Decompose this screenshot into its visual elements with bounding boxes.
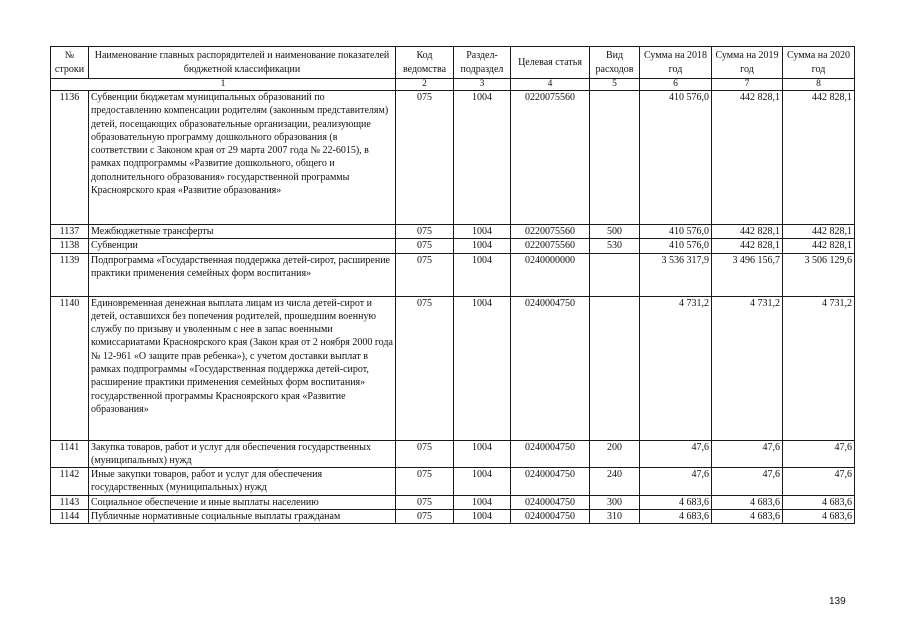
section-cell: 1004 (454, 440, 511, 468)
section-cell: 1004 (454, 225, 511, 239)
row-name-cell: Межбюджетные трансферты (89, 225, 396, 239)
column-number-cell: 7 (712, 79, 783, 91)
header-department-code: Код ведомства (396, 47, 454, 79)
row-number-cell: 1143 (51, 495, 89, 509)
header-name: Наименование главных распорядителей и наименование показателей бюджетной классификации (89, 47, 396, 79)
budget-table (50, 46, 855, 524)
sum-2019-cell: 3 496 156,7 (712, 253, 783, 296)
row-number-cell: 1138 (51, 239, 89, 253)
column-number-cell: 4 (511, 79, 590, 91)
department-code-cell: 075 (396, 225, 454, 239)
column-number-cell: 2 (396, 79, 454, 91)
target-article-cell: 0240000000 (511, 253, 590, 296)
sum-2019-cell: 442 828,1 (712, 225, 783, 239)
sum-2018-cell: 410 576,0 (640, 91, 712, 225)
department-code-cell: 075 (396, 253, 454, 296)
sum-2019-cell: 442 828,1 (712, 239, 783, 253)
column-number-cell: 6 (640, 79, 712, 91)
header-sum-2020: Сумма на 2020 год (783, 47, 855, 79)
sum-2018-cell: 47,6 (640, 468, 712, 496)
sum-2020-cell: 47,6 (783, 440, 855, 468)
expense-type-cell: 530 (590, 239, 640, 253)
row-name-cell: Иные закупки товаров, работ и услуг для обеспечения государственных (муниципальных) нужд (89, 468, 396, 496)
column-number-cell: 8 (783, 79, 855, 91)
sum-2018-cell: 4 683,6 (640, 495, 712, 509)
column-number-cell: 1 (51, 79, 396, 91)
department-code-cell: 075 (396, 296, 454, 440)
sum-2018-cell: 4 731,2 (640, 296, 712, 440)
row-name-cell: Закупка товаров, работ и услуг для обеспечения государственных (муниципальных) нужд (89, 440, 396, 468)
sum-2019-cell: 47,6 (712, 468, 783, 496)
sum-2020-cell: 442 828,1 (783, 225, 855, 239)
row-name-cell: Единовременная денежная выплата лицам из числа детей-сирот и детей, оставшихся без попечения родителей, прошедшим военную службу по призыву и уволенным с нее в запас военными комиссариатами Красноярского края (Закон края от 2 ноября 2000 года № 12-961 «О защите прав ребенка»), с учетом доставки выплат в рамках подпрограммы «Государственная поддержка детей-сирот, расширение практики применения семейных форм воспитания» государственной программы Красноярского края «Развитие образования» (89, 296, 396, 440)
row-number-cell: 1142 (51, 468, 89, 496)
table-row (51, 253, 855, 296)
target-article-cell: 0220075560 (511, 225, 590, 239)
sum-2018-cell: 47,6 (640, 440, 712, 468)
row-name-cell: Субвенции (89, 239, 396, 253)
department-code-cell: 075 (396, 495, 454, 509)
section-cell: 1004 (454, 495, 511, 509)
header-sum-2018: Сумма на 2018 год (640, 47, 712, 79)
header-section: Раздел-подраздел (454, 47, 511, 79)
expense-type-cell: 200 (590, 440, 640, 468)
sum-2019-cell: 4 683,6 (712, 510, 783, 524)
row-name-cell: Социальное обеспечение и иные выплаты населению (89, 495, 396, 509)
department-code-cell: 075 (396, 239, 454, 253)
sum-2020-cell: 442 828,1 (783, 239, 855, 253)
department-code-cell: 075 (396, 510, 454, 524)
section-cell: 1004 (454, 91, 511, 225)
target-article-cell: 0240004750 (511, 296, 590, 440)
sum-2018-cell: 410 576,0 (640, 239, 712, 253)
sum-2019-cell: 442 828,1 (712, 91, 783, 225)
sum-2020-cell: 442 828,1 (783, 91, 855, 225)
row-name-cell: Субвенции бюджетам муниципальных образований по предоставлению компенсации родителям (законным представителям) детей, посещающих образовательные организации, реализующие образовательную программу дошкольного образования (в соответствии с Законом края от 29 марта 2007 года № 22-6015), в рамках подпрограммы «Развитие дошкольного, общего и дополнительного образования» государственной программы Красноярского края «Развитие образования» (89, 91, 396, 225)
expense-type-cell: 310 (590, 510, 640, 524)
page-number: 139 (829, 596, 846, 607)
row-number-cell: 1140 (51, 296, 89, 440)
target-article-cell: 0240004750 (511, 510, 590, 524)
row-number-cell: 1137 (51, 225, 89, 239)
section-cell: 1004 (454, 510, 511, 524)
department-code-cell: 075 (396, 91, 454, 225)
expense-type-cell (590, 296, 640, 440)
table-row (51, 239, 855, 253)
sum-2019-cell: 4 731,2 (712, 296, 783, 440)
row-number-cell: 1141 (51, 440, 89, 468)
expense-type-cell (590, 253, 640, 296)
column-number-cell: 5 (590, 79, 640, 91)
target-article-cell: 0240004750 (511, 468, 590, 496)
expense-type-cell: 240 (590, 468, 640, 496)
row-number-cell: 1139 (51, 253, 89, 296)
target-article-cell: 0220075560 (511, 91, 590, 225)
sum-2020-cell: 4 683,6 (783, 495, 855, 509)
sum-2020-cell: 4 731,2 (783, 296, 855, 440)
header-expense-type: Вид расходов (590, 47, 640, 79)
expense-type-cell: 300 (590, 495, 640, 509)
row-number-cell: 1144 (51, 510, 89, 524)
table-row (51, 510, 855, 524)
sum-2018-cell: 4 683,6 (640, 510, 712, 524)
sum-2020-cell: 4 683,6 (783, 510, 855, 524)
header-target-article: Целевая статья (511, 47, 590, 79)
table-row (51, 296, 855, 440)
section-cell: 1004 (454, 296, 511, 440)
column-number-cell: 3 (454, 79, 511, 91)
department-code-cell: 075 (396, 468, 454, 496)
row-name-cell: Подпрограмма «Государственная поддержка детей-сирот, расширение практики применения семейных форм воспитания» (89, 253, 396, 296)
section-cell: 1004 (454, 239, 511, 253)
table-row (51, 495, 855, 509)
sum-2018-cell: 410 576,0 (640, 225, 712, 239)
sum-2020-cell: 3 506 129,6 (783, 253, 855, 296)
sum-2019-cell: 47,6 (712, 440, 783, 468)
header-sum-2019: Сумма на 2019 год (712, 47, 783, 79)
header-row (51, 47, 855, 79)
department-code-cell: 075 (396, 440, 454, 468)
sum-2019-cell: 4 683,6 (712, 495, 783, 509)
table-row (51, 468, 855, 496)
row-number-cell: 1136 (51, 91, 89, 225)
sum-2020-cell: 47,6 (783, 468, 855, 496)
target-article-cell: 0240004750 (511, 440, 590, 468)
target-article-cell: 0240004750 (511, 495, 590, 509)
expense-type-cell: 500 (590, 225, 640, 239)
header-row-number: № строки (51, 47, 89, 79)
table-row (51, 91, 855, 225)
column-number-row (51, 79, 855, 91)
target-article-cell: 0220075560 (511, 239, 590, 253)
section-cell: 1004 (454, 253, 511, 296)
table-row (51, 225, 855, 239)
row-name-cell: Публичные нормативные социальные выплаты гражданам (89, 510, 396, 524)
table-row (51, 440, 855, 468)
sum-2018-cell: 3 536 317,9 (640, 253, 712, 296)
section-cell: 1004 (454, 468, 511, 496)
expense-type-cell (590, 91, 640, 225)
